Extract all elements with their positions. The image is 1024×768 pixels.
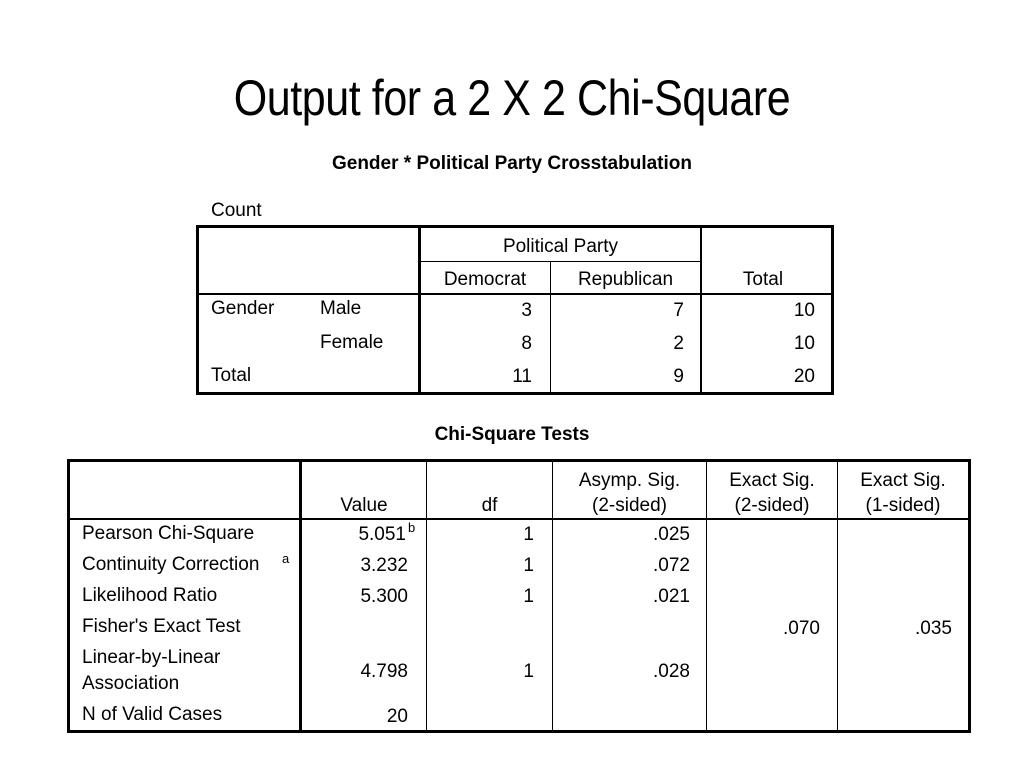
cell-female-democrat: 8 xyxy=(521,333,532,354)
row-label-linear-line1: Linear-by-Linear xyxy=(82,647,221,668)
crosstab-caption: Gender * Political Party Crosstabulation xyxy=(331,153,693,174)
cell-continuity-value: 3.232 xyxy=(360,555,408,576)
crosstab-header-rule xyxy=(196,293,834,295)
crosstab-right-border xyxy=(831,225,834,395)
chisq-bottom-border xyxy=(67,730,971,733)
footnote-a: a xyxy=(282,551,290,566)
header-value: Value xyxy=(340,495,388,516)
crosstab-left-border xyxy=(196,225,199,395)
cell-linear-value: 4.798 xyxy=(360,661,408,682)
col-democrat: Democrat xyxy=(443,269,527,290)
header-exact2-line2: (2-sided) xyxy=(734,495,810,516)
row-label-female: Female xyxy=(320,332,384,353)
row-group-label: Gender xyxy=(211,298,275,319)
cell-continuity-df: 1 xyxy=(523,555,534,576)
chisq-header-rule xyxy=(67,518,971,520)
row-label-pearson: Pearson Chi-Square xyxy=(82,523,255,544)
header-asymp-line1: Asymp. Sig. xyxy=(578,470,681,491)
chisq-right-border xyxy=(968,459,971,733)
cell-female-total: 10 xyxy=(793,333,815,354)
footnote-b: b xyxy=(408,520,416,535)
cell-pearson-df: 1 xyxy=(523,524,534,545)
cell-total-democrat: 11 xyxy=(512,366,532,387)
row-label-n-valid: N of Valid Cases xyxy=(82,704,223,725)
cell-pearson-asymp: .025 xyxy=(653,524,690,545)
cell-total-republican: 9 xyxy=(673,366,684,387)
header-exact1-line2: (1-sided) xyxy=(865,495,941,516)
cell-female-republican: 2 xyxy=(673,333,684,354)
header-exact1-line1: Exact Sig. xyxy=(860,470,946,491)
cell-fisher-exact2: .070 xyxy=(783,618,820,639)
col-republican: Republican xyxy=(577,269,674,290)
count-label: Count xyxy=(211,200,262,221)
crosstab-bottom-border xyxy=(196,392,834,395)
row-label-total: Total xyxy=(211,365,252,386)
party-header: Political Party xyxy=(502,236,619,257)
cell-male-total: 10 xyxy=(793,300,815,321)
header-asymp-line2: (2-sided) xyxy=(592,495,667,516)
header-df: df xyxy=(481,495,498,516)
cell-likelihood-df: 1 xyxy=(523,586,534,607)
cell-likelihood-value: 5.300 xyxy=(360,586,408,607)
row-label-linear-line2: Association xyxy=(82,673,180,694)
slide-title: Output for a 2 X 2 Chi-Square xyxy=(233,70,791,126)
cell-linear-asymp: .028 xyxy=(653,661,690,682)
row-label-male: Male xyxy=(320,298,362,319)
col-total: Total xyxy=(742,269,784,290)
crosstab-party-underline xyxy=(420,261,701,262)
cell-pearson-value: 5.051 xyxy=(358,524,406,545)
row-label-continuity: Continuity Correction xyxy=(82,554,260,575)
cell-male-democrat: 3 xyxy=(521,300,532,321)
cell-linear-df: 1 xyxy=(523,661,534,682)
row-label-likelihood: Likelihood Ratio xyxy=(82,585,218,606)
cell-n-valid-value: 20 xyxy=(386,706,408,727)
cell-male-republican: 7 xyxy=(673,300,684,321)
chisq-left-border xyxy=(67,459,70,733)
chisq-top-border xyxy=(67,459,971,462)
chisq-caption: Chi-Square Tests xyxy=(434,424,590,445)
header-exact2-line1: Exact Sig. xyxy=(729,470,815,491)
cell-total-total: 20 xyxy=(793,366,815,387)
cell-continuity-asymp: .072 xyxy=(653,555,690,576)
cell-likelihood-asymp: .021 xyxy=(653,586,690,607)
crosstab-top-border xyxy=(196,225,834,228)
row-label-fisher: Fisher's Exact Test xyxy=(82,616,241,637)
cell-fisher-exact1: .035 xyxy=(915,618,952,639)
